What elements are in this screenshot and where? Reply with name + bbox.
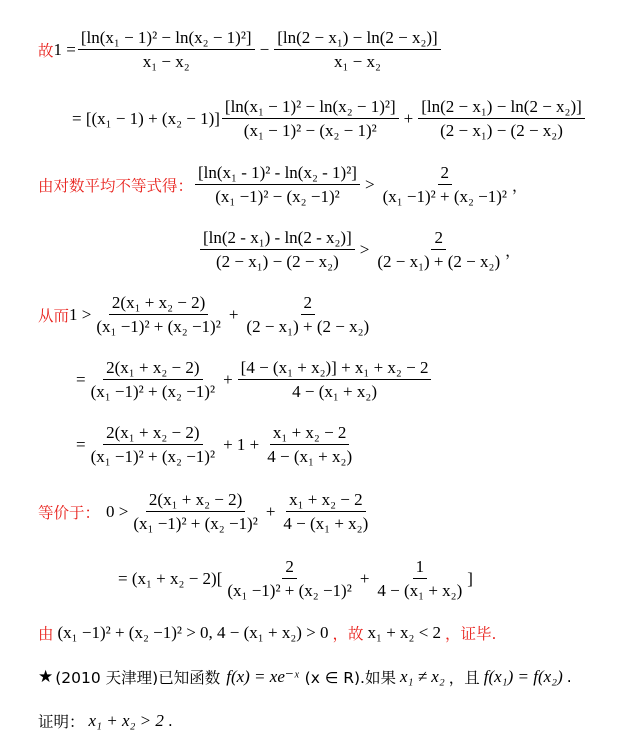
line-10 (38, 622, 496, 644)
numerator: x₁ + x₂ − 2 (286, 490, 366, 512)
numerator: 2 (431, 228, 446, 250)
denominator: (2 − x₁) + (2 − x₂) (377, 252, 501, 271)
label-prove: 证明： (38, 713, 85, 731)
label-log-mean-inequality: 由对数平均不等式得： (38, 176, 194, 195)
greater-than: > (364, 174, 375, 194)
line-5 (38, 293, 374, 336)
line-4 (198, 228, 521, 271)
closing-bracket: ] (467, 568, 473, 588)
numerator: 2(x₁ + x₂ − 2) (103, 423, 202, 445)
line-8 (38, 490, 373, 533)
label-hence: ，故 (332, 625, 364, 643)
fraction (380, 163, 510, 206)
denominator: (x₁ −1)² + (x₂ −1)² (227, 581, 352, 600)
denominator: x₁ − x₂ (142, 52, 190, 71)
domain-text: (x ∈ R).如果 (304, 669, 396, 687)
numerator: [ln(x₁ - 1)² - ln(x₂ - 1)²] (195, 163, 360, 185)
fraction (418, 97, 585, 140)
denominator: x₁ − x₂ (333, 52, 381, 71)
denominator: 4 − (x₁ + x₂) (292, 382, 377, 401)
denominator: (x₁ −1)² + (x₂ −1)² (90, 447, 216, 466)
numerator: [ln(x₁ − 1)² − ln(x₂ − 1)²] (78, 28, 255, 50)
minus-sign: − (259, 39, 270, 59)
line-6 (76, 358, 433, 401)
fraction (280, 490, 371, 533)
numerator: 2(x₁ + x₂ − 2) (146, 490, 245, 512)
label-by: 由 (38, 625, 54, 643)
denominator: (x₁ −1)² + (x₂ −1)² (90, 382, 216, 401)
plus-sign: + (403, 108, 414, 128)
fraction (374, 557, 465, 600)
numerator: 1 (413, 557, 428, 579)
condition: (x₁ −1)² + (x₂ −1)² > 0, 4 − (x₁ + x₂) > 0 (57, 623, 329, 642)
fraction (78, 28, 255, 71)
denominator: 4 − (x₁ + x₂) (283, 514, 369, 533)
line-11 (38, 666, 572, 688)
line-1 (38, 28, 443, 71)
numerator: [ln(2 − x₁) − ln(2 − x₂)] (418, 97, 585, 119)
numerator: [ln(x₁ − 1)² − ln(x₂ − 1)²] (222, 97, 399, 119)
fraction (88, 423, 218, 466)
condition-neq: x₁ ≠ x₂ (399, 667, 445, 686)
denominator: 4 − (x₁ + x₂) (377, 581, 463, 600)
denominator: (2 − x₁) + (2 − x₂) (246, 317, 370, 336)
plus-sign: + (265, 501, 276, 521)
greater-than: > (359, 239, 370, 259)
fraction (243, 293, 372, 336)
numerator: [ln(2 − x₁) − ln(2 − x₂)] (274, 28, 441, 50)
fraction (224, 557, 354, 600)
numerator: [4 − (x₁ + x₂)] + x₁ + x₂ − 2 (238, 358, 432, 380)
label-qed: ，证毕. (445, 625, 497, 643)
fraction (264, 423, 355, 466)
result: x₁ + x₂ < 2 (367, 623, 442, 642)
denominator: 4 − (x₁ + x₂) (267, 447, 353, 466)
fraction (195, 163, 360, 206)
fraction (130, 490, 260, 533)
period: . (566, 668, 572, 686)
fraction (374, 228, 503, 271)
lhs: 0 > (106, 501, 129, 521)
condition-eq: f(x₁) = f(x₂) (483, 667, 563, 686)
star-icon: ★ (38, 667, 54, 687)
lhs: 1 > (69, 304, 92, 324)
numerator: x₁ + x₂ − 2 (270, 423, 350, 445)
denominator: (x₁ −1)² − (x₂ −1)² (215, 187, 340, 206)
line-12 (38, 710, 173, 732)
denominator: (x₁ −1)² + (x₂ −1)² (382, 187, 508, 206)
function-def: f(x) = xe⁻ˣ (226, 667, 299, 686)
comma: ， (505, 241, 521, 260)
plus-one: + 1 + (223, 434, 260, 454)
label-gu: 故 (38, 41, 54, 60)
fraction (200, 228, 355, 271)
line-2 (72, 97, 587, 140)
denominator: (2 − x₁) − (2 − x₂) (440, 121, 563, 140)
claim: x₁ + x₂ > 2 (88, 711, 164, 730)
line-3 (38, 163, 528, 206)
label-therefore: 从而 (38, 306, 70, 325)
denominator: (x₁ −1)² + (x₂ −1)² (96, 317, 221, 336)
denominator: (2 − x₁) − (2 − x₂) (215, 252, 339, 271)
fraction (238, 358, 432, 401)
numerator: 2 (301, 293, 316, 315)
lead: = (x₁ + x₂ − 2)[ (118, 568, 223, 588)
fraction (274, 28, 441, 71)
fraction (93, 293, 223, 336)
fraction (88, 358, 218, 401)
label-equivalent: 等价于： (38, 503, 101, 522)
denominator: (x₁ − 1)² − (x₂ − 1)² (243, 121, 377, 140)
line-9 (118, 557, 473, 600)
fraction (222, 97, 399, 140)
period: . (167, 712, 173, 730)
numerator: 2 (282, 557, 297, 579)
comma: ， (512, 176, 528, 195)
plus-sign: + (223, 369, 233, 389)
line-7 (76, 423, 357, 466)
lead: = [(x₁ − 1) + (x₂ − 1)] (72, 108, 220, 128)
problem-source: (2010 天津理)已知函数 (55, 669, 221, 687)
lead: = (76, 369, 86, 389)
plus-sign: + (359, 568, 370, 588)
numerator: 2 (438, 163, 453, 185)
numerator: 2(x₁ + x₂ − 2) (103, 358, 202, 380)
plus-sign: + (228, 304, 239, 324)
and-text: ，且 (448, 669, 480, 687)
numerator: 2(x₁ + x₂ − 2) (109, 293, 208, 315)
numerator: [ln(2 - x₁) - ln(2 - x₂)] (200, 228, 355, 250)
lhs: 1 = (53, 39, 76, 59)
lead: = (76, 434, 86, 454)
denominator: (x₁ −1)² + (x₂ −1)² (133, 514, 258, 533)
